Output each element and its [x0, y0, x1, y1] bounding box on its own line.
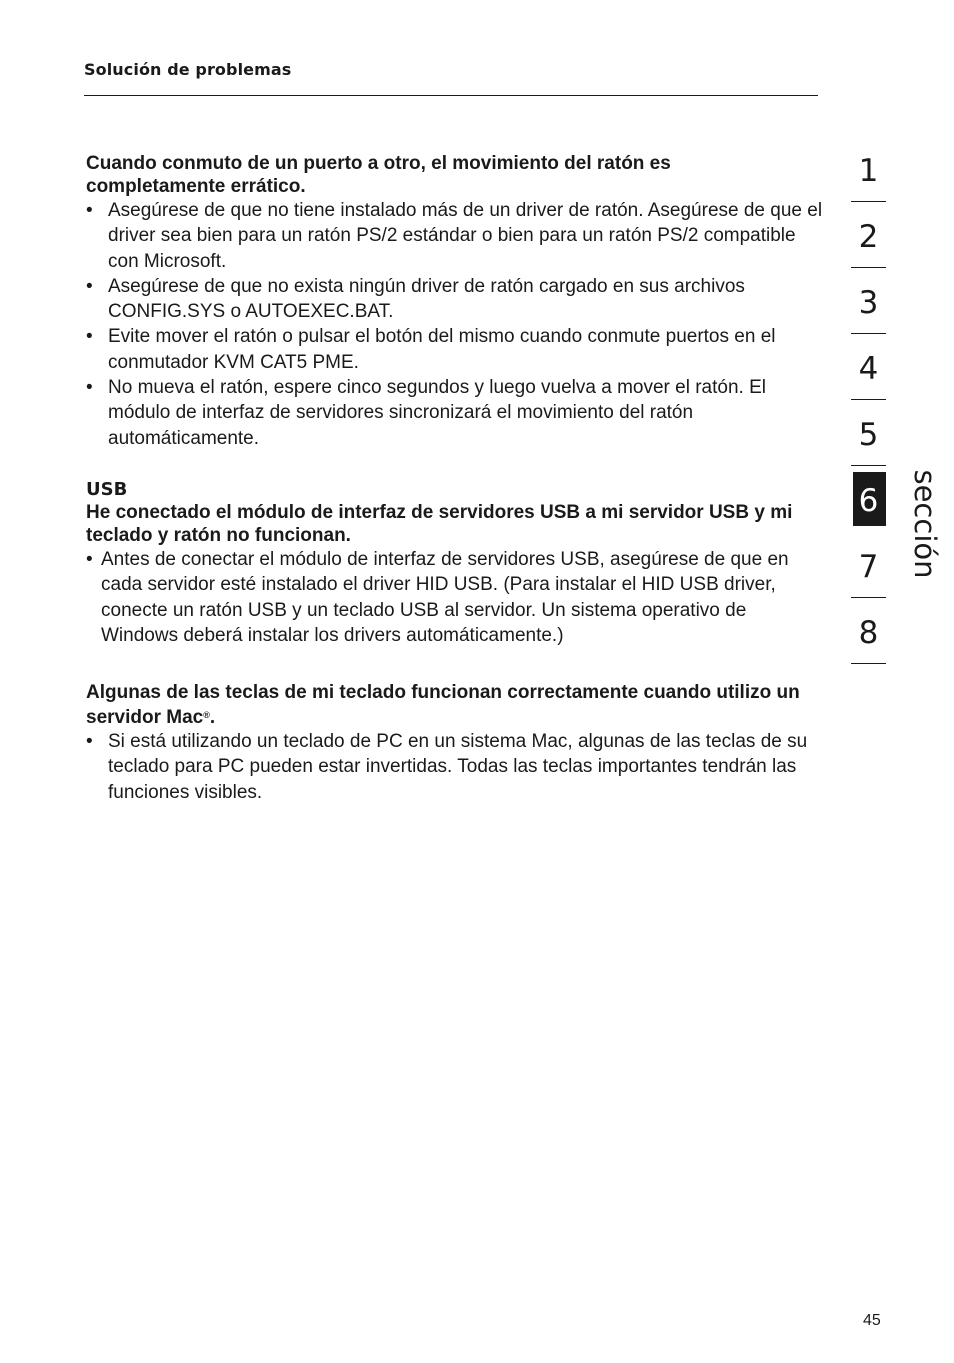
- section-number: 1: [858, 153, 879, 189]
- bullet-icon: •: [86, 731, 93, 753]
- list-item: [86, 729, 826, 805]
- section-label-vertical: sección: [908, 469, 942, 579]
- section-tab-6-active[interactable]: [851, 466, 886, 532]
- list-item-text: Evite mover el ratón o pulsar el botón del mismo cuando conmute puertos en el conmutador KVM CAT5 PME.: [108, 326, 776, 373]
- answer-list: [86, 547, 826, 648]
- page-number: 45: [863, 1312, 881, 1329]
- question-heading: [86, 681, 826, 729]
- question-heading: Cuando conmuto de un puerto a otro, el movimiento del ratón es completamente errático.: [86, 153, 671, 197]
- section-tab-5[interactable]: [851, 400, 886, 466]
- answer-list: [86, 198, 826, 451]
- section-tab-8[interactable]: [851, 598, 886, 664]
- bullet-icon: •: [86, 200, 93, 221]
- list-item-text: Asegúrese de que no exista ningún driver de ratón cargado en sus archivos CONFIG.SYS o AUTOEXEC.BAT.: [108, 275, 745, 323]
- question-text: Algunas de las teclas de mi teclado funcionan correctamente cuando utilizo un servidor Mac: [86, 682, 800, 729]
- list-item-text: No mueva el ratón, espere cinco segundos y luego vuelva a mover el ratón. El módulo de interfaz de servidores sincronizará el movimiento del ratón automáticamente.: [108, 377, 766, 449]
- list-item-text: Antes de conectar el módulo de interfaz de servidores USB, asegúrese de que en cada servidor esté instalado el driver HID USB. (Para instalar el HID USB driver, conecte un ratón USB y un teclado USB al servidor. Un sistema operativo de Windows deberá instalar los drivers automáticamente.): [101, 548, 789, 646]
- bullet-icon: •: [86, 275, 93, 297]
- answer-list: [86, 729, 826, 805]
- bullet-icon: •: [86, 377, 93, 399]
- section-number: 4: [858, 351, 879, 387]
- list-item: [86, 375, 826, 451]
- bullet-icon: •: [86, 548, 93, 570]
- section-number: 2: [858, 219, 879, 255]
- section-tab-2[interactable]: [851, 202, 886, 268]
- list-item: [86, 324, 826, 375]
- running-header: Solución de problemas: [84, 60, 292, 79]
- main-content: [86, 152, 826, 805]
- list-item: [86, 274, 826, 325]
- question-heading: He conectado el módulo de interfaz de servidores USB a mi servidor USB y mi teclado y ratón no funcionan.: [86, 501, 793, 546]
- section-tab-3[interactable]: [851, 268, 886, 334]
- section-label-usb: USB: [86, 478, 128, 500]
- registered-mark: ®: [203, 710, 210, 721]
- section-number: 8: [858, 615, 879, 651]
- section-number: 5: [858, 417, 879, 453]
- section-tab-4[interactable]: [851, 334, 886, 400]
- section-tab-7[interactable]: [851, 532, 886, 598]
- section-number: 7: [858, 549, 879, 585]
- section-nav: [851, 136, 886, 664]
- list-item: [86, 198, 826, 274]
- section-number: 3: [858, 285, 879, 321]
- bullet-icon: •: [86, 326, 93, 348]
- section-number: 6: [858, 483, 879, 519]
- list-item: [86, 547, 826, 648]
- list-item-text: Asegúrese de que no tiene instalado más de un driver de ratón. Asegúrese de que el driver sea bien para un ratón PS/2 estándar o bien para un ratón PS/2 compatible con Microsoft.: [108, 200, 823, 272]
- section-tab-1[interactable]: [851, 136, 886, 202]
- list-item-text: Si está utilizando un teclado de PC en un sistema Mac, algunas de las teclas de su teclado para PC pueden estar invertidas. Todas las teclas importantes tendrán las funciones visibles.: [108, 731, 808, 803]
- question-end: .: [209, 707, 216, 729]
- header-divider: [84, 95, 818, 96]
